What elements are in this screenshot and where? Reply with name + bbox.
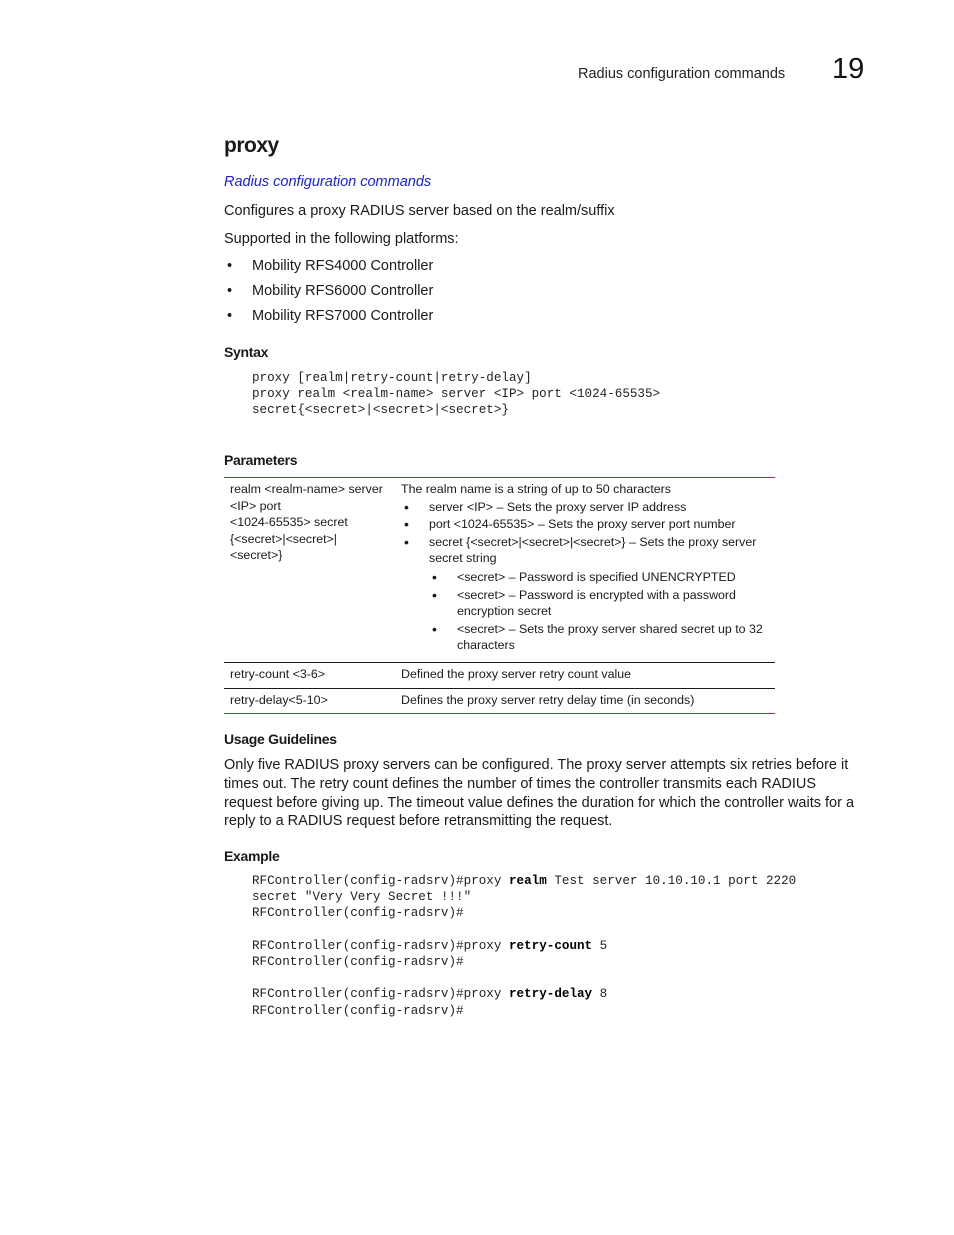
syntax-line: secret{<secret>|<secret>|<secret>} (252, 403, 509, 418)
parameter-option-list (401, 499, 769, 654)
example-heading: Example (224, 848, 280, 864)
table-row (224, 478, 775, 663)
table-row (224, 688, 775, 714)
usage-text: Only five RADIUS proxy servers can be configured. The proxy server attempts six retries before it times out. The retry count defines the number of times the controller transmits each RADIUS request before giving up. The timeout value defines the duration for which the controller waits for a reply to a RADIUS request before retransmitting the request. (224, 757, 855, 830)
parameter-description: Defines the proxy server retry delay time (in seconds) (395, 688, 775, 714)
syntax-heading: Syntax (224, 344, 269, 360)
syntax-line: proxy [realm|retry-count|retry-delay] (252, 371, 532, 385)
parameter-name: realm <realm-name> server <IP> port <1024-65535> secret {<secret>|<secret>| <secret>} (224, 478, 395, 663)
breadcrumb-link[interactable]: Radius configuration commands (224, 174, 432, 190)
platforms-intro: Supported in the following platforms: (224, 231, 459, 247)
sub-option-list (429, 569, 769, 654)
list-item: • <secret> – Sets the proxy server shared secret up to 32 characters (457, 621, 769, 654)
example-code-block: RFController(config-radsrv)#proxy realm Test server 10.10.10.1 port 2220 secret "Very Very Secret !!!" RFController(config-radsrv)# RFController(config-radsrv)#proxy retry-count 5 RFController(config-radsrv)# RFController(config-radsrv)#proxy retry-delay 8 RFController(config-radsrv)# (252, 874, 797, 1018)
parameters-table (224, 477, 775, 714)
list-item: • secret {<secret>|<secret>|<secret>} – Sets the proxy server secret string • <secret> – Password is specified UNENCRYPTED • <secret> – Password is encrypted with a password encryption secret • <secret> – Sets the proxy server shared secret up to 32 characters (429, 534, 769, 654)
page-title: proxy (224, 134, 279, 157)
platform-item: • Mobility RFS4000 Controller (227, 258, 434, 274)
syntax-code-block (252, 370, 660, 419)
platform-item: • Mobility RFS7000 Controller (227, 308, 434, 324)
table-row (224, 662, 775, 688)
list-item: • port <1024-65535> – Sets the proxy server port number (429, 516, 769, 533)
parameters-heading: Parameters (224, 452, 298, 468)
running-header-section: Radius configuration commands (578, 66, 786, 82)
usage-heading: Usage Guidelines (224, 731, 337, 747)
list-item: • <secret> – Password is specified UNENCRYPTED (457, 569, 769, 586)
syntax-line: proxy realm <realm-name> server <IP> port <1024-65535> (252, 387, 661, 402)
parameter-name: retry-delay<5-10> (224, 688, 395, 714)
list-item: • <secret> – Password is encrypted with a password encryption secret (457, 587, 769, 620)
parameter-description: Defined the proxy server retry count value (395, 662, 775, 688)
parameter-description: The realm name is a string of up to 50 characters • server <IP> – Sets the proxy server IP address • port <1024-65535> – Sets the proxy server port number • secret {<secret>|<secret>|<secret>} – Sets the proxy server secret string • <secret> – Password is specified UNENCRYPTED • <secret> – Password is encrypted with a password encryption secret • <secret> – Sets the proxy server shared secret up to 32 characters (395, 478, 775, 663)
list-item: • server <IP> – Sets the proxy server IP address (429, 499, 769, 516)
chapter-number: 19 (832, 53, 865, 85)
platform-item: • Mobility RFS6000 Controller (227, 283, 434, 299)
command-description: Configures a proxy RADIUS server based on the realm/suffix (224, 203, 615, 219)
parameter-name: retry-count <3-6> (224, 662, 395, 688)
